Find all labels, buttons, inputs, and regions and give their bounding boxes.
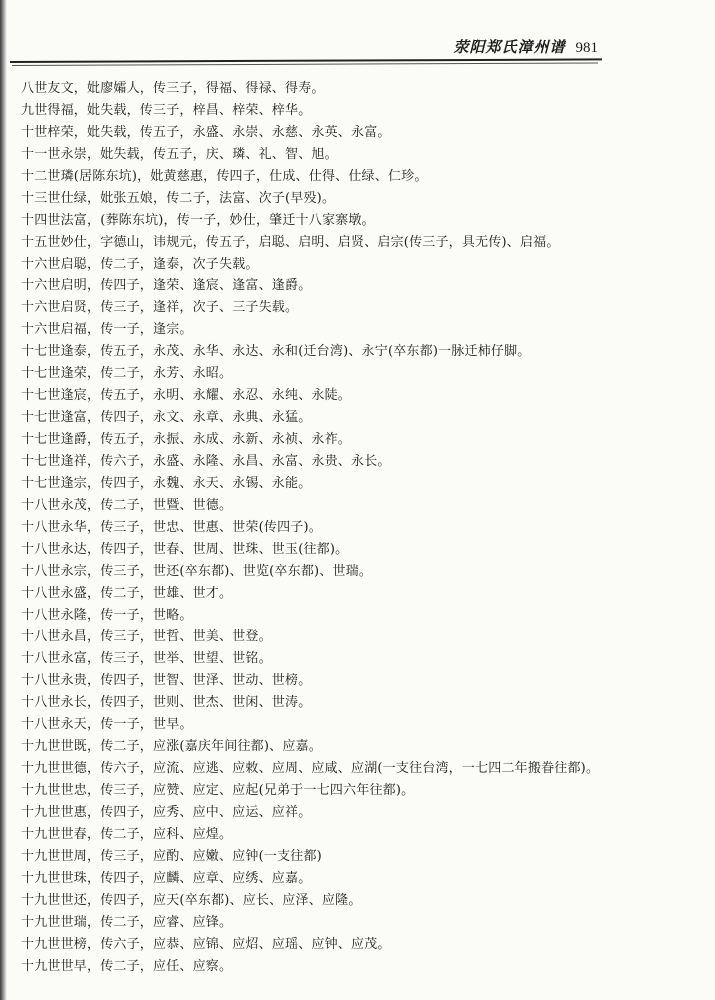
genealogy-entry: 十六世启贤，传三子，逢祥，次子、三子失载。 bbox=[21, 300, 299, 316]
genealogy-entry: 十世梓荣，妣失载，传五子，永盛、永崇、永慈、永英、永富。 bbox=[21, 124, 391, 140]
genealogy-entry: 十七世逢爵，传五子，永振、永成、永新、永祯、永祚。 bbox=[21, 432, 352, 447]
genealogy-entry: 十九世世忠，传三子，应赞、应定、应起(兄弟于一七四六年往都)。 bbox=[21, 783, 415, 798]
genealogy-entry: 十七世逢宸，传五子，永明、永耀、永忍、永纯、永陡。 bbox=[21, 388, 352, 404]
genealogy-entry: 十八世永长，传四子，世则、世杰、世闲、世涛。 bbox=[21, 695, 312, 711]
genealogy-entry: 十六世启福，传一子，逢宗。 bbox=[21, 322, 193, 338]
genealogy-entry: 十九世世还，传四子，应天(卒东都)、应长、应泽、应隆。 bbox=[21, 892, 362, 908]
genealogy-entry: 十七世逢祥，传六子，永盛、永隆、永昌、永富、永贵、永长。 bbox=[21, 453, 391, 469]
genealogy-entry: 十八世永宗，传三子，世还(卒东都)、世览(卒东都)、世瑞。 bbox=[21, 563, 373, 579]
genealogy-entry: 十九世世瑞，传二子，应睿、应锋。 bbox=[21, 914, 233, 930]
genealogy-entry: 十七世逢泰，传五子，永茂、永华、永达、永和(迁台湾)、永宁(卒东都)一脉迁柿仔脚。 bbox=[21, 344, 531, 360]
genealogy-entry: 八世友文，妣廖孀人，传三子，得福、得禄、得寿。 bbox=[21, 81, 325, 96]
running-title: 荥阳郑氏漳州谱 bbox=[453, 38, 566, 56]
genealogy-entry: 十八世永昌，传三子，世哲、世美、世登。 bbox=[21, 629, 272, 645]
page-header bbox=[453, 36, 598, 57]
genealogy-entry: 十九世世春，传二子，应科、应煌。 bbox=[21, 826, 233, 842]
genealogy-entry: 十八世永华，传三子，世忠、世惠、世荣(传四子)。 bbox=[21, 519, 322, 535]
page-number: 981 bbox=[575, 40, 598, 56]
header-rule-thin bbox=[12, 62, 598, 66]
genealogy-entry: 十三世仕绿，妣张五娘，传二子，法富、次子(早殁)。 bbox=[21, 190, 336, 206]
genealogy-entry: 十四世法富，(葬陈东坑)，传一子，妙仕，肇迁十八家寨墩。 bbox=[21, 212, 375, 228]
genealogy-entry: 十八世永盛，传二子，世雄、世才。 bbox=[21, 585, 233, 601]
genealogy-entry: 十九世世德，传六子，应流、应逃、应敕、应周、应咸、应湖(一支往台湾，一七四二年搬眷往都)。 bbox=[21, 761, 600, 777]
genealogy-entry: 十七世逢宗，传四子，永魏、永天、永锡、永能。 bbox=[21, 475, 312, 491]
genealogy-entry: 十八世永隆，传一子，世略。 bbox=[21, 607, 193, 623]
genealogy-entry: 十九世世惠，传四子，应秀、应中、应运、应祥。 bbox=[21, 804, 312, 820]
genealogy-entry: 十二世璘(居陈东坑)，妣黄慈惠，传四子，仕成、仕得、仕绿、仁珍。 bbox=[21, 168, 428, 184]
page-binding-shadow bbox=[0, 0, 7, 1000]
genealogy-entry: 十五世妙仕，字德山，讳规元，传五子，启聪、启明、启贤、启宗(传三子，具无传)、启福。 bbox=[21, 234, 560, 250]
genealogy-entry-list bbox=[21, 78, 711, 977]
genealogy-entry: 十九世世早，传二子，应任、应察。 bbox=[21, 958, 233, 974]
genealogy-entry: 十八世永茂，传二子，世暨、世德。 bbox=[21, 497, 233, 513]
genealogy-entry: 十九世世榜，传六子，应恭、应锦、应炤、应瑶、应钟、应茂。 bbox=[21, 936, 391, 952]
genealogy-entry: 十九世世既，传二子，应涨(嘉庆年间往都)、应嘉。 bbox=[21, 739, 322, 755]
genealogy-entry: 十八世永贵，传四子，世智、世泽、世动、世榜。 bbox=[21, 673, 312, 689]
genealogy-entry: 十八世永富，传三子，世举、世望、世铭。 bbox=[21, 651, 272, 667]
genealogy-entry: 九世得福，妣失载，传三子，梓昌、梓荣、梓华。 bbox=[21, 102, 312, 118]
genealogy-entry: 十九世世珠，传四子，应麟、应章、应绣、应嘉。 bbox=[21, 870, 312, 886]
genealogy-entry: 十八世永达，传四子，世春、世周、世珠、世玉(往都)。 bbox=[21, 541, 349, 557]
genealogy-entry: 十一世永崇，妣失载，传五子，庆、璘、礼、智、旭。 bbox=[21, 146, 338, 162]
genealogy-entry: 十六世启明，传四子，逢荣、逢宸、逢富、逢爵。 bbox=[21, 278, 312, 294]
genealogy-entry: 十六世启聪，传二子，逢泰，次子失载。 bbox=[21, 256, 259, 272]
genealogy-entry: 十八世永天，传一子，世早。 bbox=[21, 717, 193, 733]
genealogy-entry: 十七世逢荣，传二子，永芳、永昭。 bbox=[21, 366, 233, 382]
genealogy-entry: 十七世逢富，传四子，永文、永章、永典、永猛。 bbox=[21, 410, 312, 426]
genealogy-entry: 十九世世周，传三子，应酌、应嫩、应钟(一支往都) bbox=[21, 848, 322, 864]
